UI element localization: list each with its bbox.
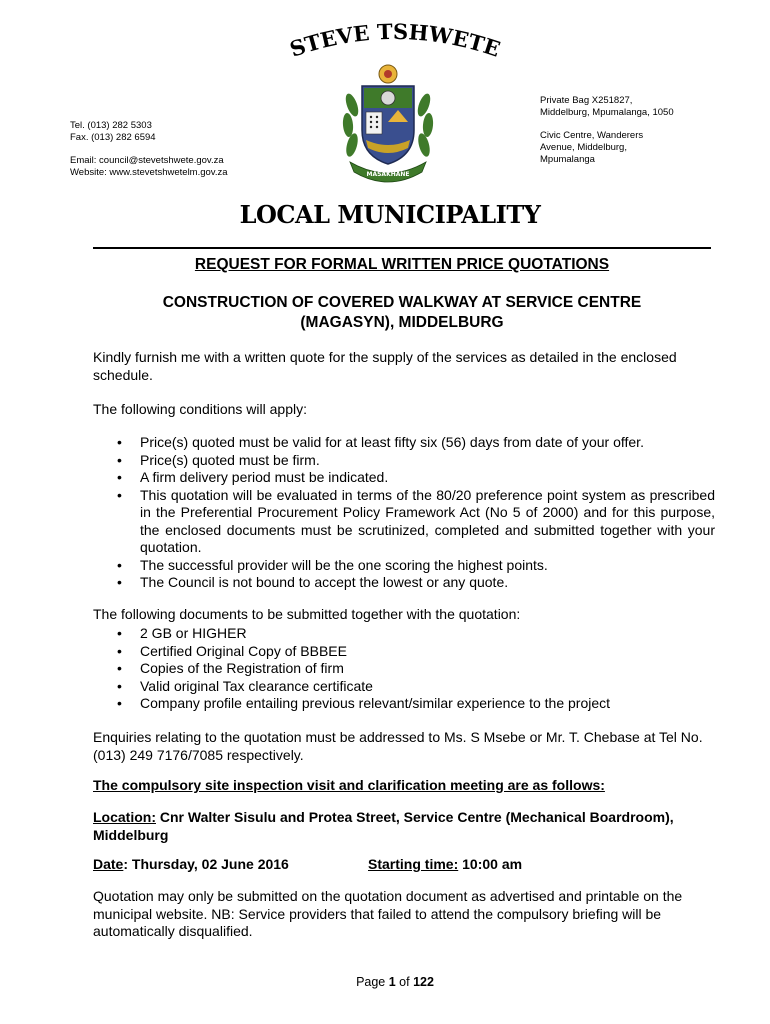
bullet-icon: • — [117, 625, 122, 641]
bullet-icon: • — [117, 486, 122, 503]
crest-banner-text: MASAKHANE — [366, 171, 410, 178]
site-visit-heading: The compulsory site inspection visit and clarification meeting are as follows: — [93, 777, 605, 793]
list-item: • A firm delivery period must be indicated. — [117, 469, 389, 485]
construction-title-line-2: (MAGASYN), MIDDELBURG — [300, 314, 504, 331]
page-footer — [0, 975, 770, 989]
list-item: • The successful provider will be the one scoring the highest points. — [117, 556, 548, 573]
municipality-title: LOCAL MUNICIPALITY — [239, 200, 541, 229]
coat-of-arms-logo — [338, 60, 438, 185]
bullet-icon: • — [117, 677, 122, 694]
arched-title-text: STEVE TSHWETE — [286, 18, 504, 62]
bullet-icon: • — [117, 642, 122, 659]
list-item: • Price(s) quoted must be valid for at least fifty six (56) days from date of your offer. — [117, 434, 644, 450]
address-line-3: Mpumalanga — [540, 154, 595, 165]
list-item: • Valid original Tax clearance certificate — [117, 677, 373, 694]
postal-line-1: Private Bag X251827, — [540, 95, 633, 106]
enquiries-paragraph: Enquiries relating to the quotation must be addressed to Ms. S Msebe or Mr. T. Chebase at Tel No. (013) 249 7176/7085 respectively. — [93, 729, 703, 763]
intro-paragraph: Kindly furnish me with a written quote for the supply of the services as detailed in the enclosed schedule. — [93, 349, 677, 383]
address-line-2: Avenue, Middelburg, — [540, 142, 627, 153]
email-address: Email: council@stevetshwete.gov.za — [70, 155, 224, 166]
page-prefix: Page — [356, 975, 389, 989]
bullet-icon: • — [117, 574, 122, 590]
time-label: Starting time: — [368, 856, 459, 872]
bullet-icon: • — [117, 556, 122, 573]
location-line — [93, 809, 715, 844]
location-label: Location: — [93, 809, 156, 825]
fax-number: Fax. (013) 282 6594 — [70, 132, 156, 143]
conditions-heading: The following conditions will apply: — [93, 401, 307, 417]
contact-left — [70, 120, 228, 179]
postal-line-2: Middelburg, Mpumalanga, 1050 — [540, 107, 674, 118]
request-title: REQUEST FOR FORMAL WRITTEN PRICE QUOTATIONS — [194, 256, 610, 273]
location-value: Cnr Walter Sisulu and Protea Street, Service Centre (Mechanical Boardroom), Middelburg — [93, 809, 674, 843]
page-number: 1 — [388, 975, 396, 989]
list-item: • The Council is not bound to accept the lowest or any quote. — [117, 574, 509, 590]
bullet-icon: • — [117, 434, 122, 450]
construction-title-line-1: CONSTRUCTION OF COVERED WALKWAY AT SERVICE CENTRE — [162, 294, 642, 311]
date-value: : Thursday, 02 June 2016 — [123, 856, 289, 872]
list-item: • Certified Original Copy of BBBEE — [117, 642, 347, 659]
conditions-list — [93, 434, 715, 592]
bullet-icon: • — [117, 695, 122, 711]
bullet-icon: • — [117, 660, 122, 676]
time-value: 10:00 am — [458, 856, 523, 872]
address-line-1: Civic Centre, Wanderers — [540, 130, 644, 141]
list-item: • 2 GB or HIGHER — [117, 625, 247, 641]
construction-title — [93, 293, 711, 333]
svg-text:STEVE TSHWETE — [287, 19, 504, 62]
list-item: • This quotation will be evaluated in terms of the 80/20 preference point system as prescribed in the Preferential Procurement Policy Framework Act (No 5 of 2000) and for this purpose, the enclosed documents must be scrutinized, completed and submitted together with your quotation. — [117, 486, 715, 555]
header-divider — [93, 247, 711, 249]
bullet-icon: • — [117, 469, 122, 485]
page-total: 122 — [413, 975, 434, 989]
list-item: • Copies of the Registration of firm — [117, 660, 344, 676]
date-label: Date — [93, 856, 124, 872]
arched-title — [270, 8, 520, 68]
website-address: Website: www.stevetshwetelm.gov.za — [70, 167, 228, 178]
contact-right — [540, 95, 674, 166]
time-line — [368, 856, 708, 874]
documents-heading: The following documents to be submitted together with the quotation: — [93, 606, 521, 622]
list-item: • Company profile entailing previous relevant/similar experience to the project — [117, 695, 611, 711]
page-of: of — [395, 975, 414, 989]
closing-paragraph: Quotation may only be submitted on the quotation document as advertised and printable on the municipal website. NB: Service providers that failed to attend the compulsory briefing will be automatically disqualified. — [93, 888, 683, 939]
tel-number: Tel. (013) 282 5303 — [70, 120, 152, 131]
list-item: • Price(s) quoted must be firm. — [117, 451, 320, 468]
documents-list — [93, 625, 715, 713]
bullet-icon: • — [117, 451, 122, 468]
